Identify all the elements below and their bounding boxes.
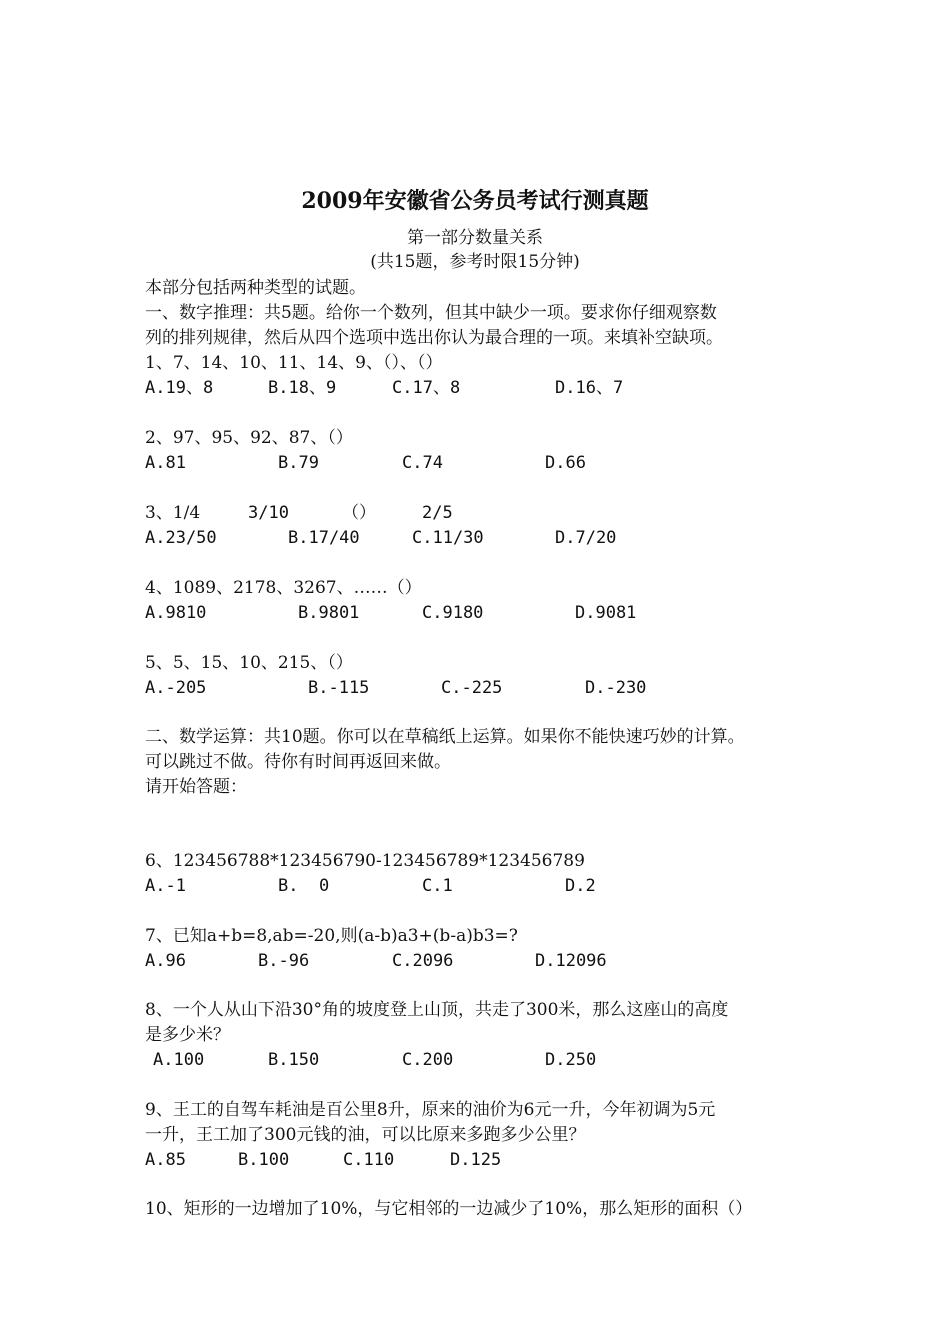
q2-option-d: D.66 xyxy=(545,453,586,473)
q1-option-b: B.18、9 xyxy=(268,378,337,398)
question-7: 7、已知a+b=8,ab=-20,则(a-b)a3+(b-a)b3=? xyxy=(145,926,518,946)
section2-start-prompt: 请开始答题： xyxy=(145,777,247,797)
question-8-line1: 8、一个人从山下沿30°角的坡度登上山顶，共走了300米，那么这座山的高度 xyxy=(145,1000,729,1020)
q1-option-c: C.17、8 xyxy=(392,378,461,398)
q6-option-b: B. 0 xyxy=(278,876,330,896)
section2-instructions-line1: 二、数学运算：共10题。你可以在草稿纸上运算。如果你不能快速巧妙的计算。 xyxy=(145,727,745,747)
question-9-line1: 9、王工的自驾车耗油是百公里8升，原来的油价为6元一升，今年初调为5元 xyxy=(145,1100,716,1120)
q7-option-d: D.12096 xyxy=(535,951,607,971)
q3-option-a: A.23/50 xyxy=(145,528,217,548)
intro-text: 本部分包括两种类型的试题。 xyxy=(145,278,366,298)
q9-option-b: B.100 xyxy=(238,1150,290,1170)
q6-option-a: A.-1 xyxy=(145,876,186,896)
q6-option-d: D.2 xyxy=(565,876,596,896)
q4-option-a: A.9810 xyxy=(145,603,207,623)
question-8-line2: 是多少米？ xyxy=(145,1025,230,1045)
part-heading: 第一部分数量关系 xyxy=(407,228,543,248)
q8-option-d: D.250 xyxy=(545,1050,597,1070)
q5-option-d: D.-230 xyxy=(585,678,647,698)
section2-instructions-line2: 可以跳过不做。待你有时间再返回来做。 xyxy=(145,752,451,772)
q5-option-a: A.-205 xyxy=(145,678,207,698)
q4-option-d: D.9081 xyxy=(575,603,637,623)
section1-instructions-line1: 一、数字推理：共5题。给你一个数列，但其中缺少一项。要求你仔细观察数 xyxy=(145,303,717,323)
q7-option-c: C.2096 xyxy=(392,951,454,971)
q6-option-c: C.1 xyxy=(422,876,453,896)
question-3-part4: 2/5 xyxy=(422,503,453,523)
q5-option-b: B.-115 xyxy=(308,678,370,698)
question-3-part1: 3、1/4 xyxy=(145,503,201,523)
q9-option-d: D.125 xyxy=(450,1150,502,1170)
question-4: 4、1089、2178、3267、……（） xyxy=(145,578,422,598)
question-9-line2: 一升，王工加了300元钱的油，可以比原来多跑多少公里？ xyxy=(145,1125,586,1145)
q2-option-c: C.74 xyxy=(402,453,443,473)
question-10: 10、矩形的一边增加了10%，与它相邻的一边减少了10%，那么矩形的面积（） xyxy=(145,1199,753,1219)
q5-option-c: C.-225 xyxy=(441,678,503,698)
part-note: (共15题，参考时限15分钟) xyxy=(370,252,580,272)
q3-option-b: B.17/40 xyxy=(288,528,360,548)
q8-option-b: B.150 xyxy=(268,1050,320,1070)
question-2: 2、97、95、92、87、（） xyxy=(145,428,353,448)
question-1: 1、7、14、10、11、14、9、（）、（） xyxy=(145,353,443,373)
q4-option-b: B.9801 xyxy=(298,603,360,623)
question-3-blank: （） xyxy=(342,503,376,523)
q7-option-a: A.96 xyxy=(145,951,186,971)
q1-option-a: A.19、8 xyxy=(145,378,214,398)
q7-option-b: B.-96 xyxy=(258,951,310,971)
q8-option-a: A.100 xyxy=(153,1050,205,1070)
q3-option-d: D.7/20 xyxy=(555,528,617,548)
question-6: 6、123456788*123456790-123456789*123456789 xyxy=(145,851,585,871)
q4-option-c: C.9180 xyxy=(422,603,484,623)
question-3-part2: 3/10 xyxy=(248,503,289,523)
q2-option-b: B.79 xyxy=(278,453,319,473)
q1-option-d: D.16、7 xyxy=(555,378,624,398)
section1-instructions-line2: 列的排列规律，然后从四个选项中选出你认为最合理的一项。来填补空缺项。 xyxy=(145,328,723,348)
q8-option-c: C.200 xyxy=(402,1050,454,1070)
q9-option-c: C.110 xyxy=(343,1150,395,1170)
document-title: 2009年安徽省公务员考试行测真题 xyxy=(301,188,649,214)
q2-option-a: A.81 xyxy=(145,453,186,473)
q3-option-c: C.11/30 xyxy=(412,528,484,548)
question-5: 5、5、15、10、215、（） xyxy=(145,653,353,673)
q9-option-a: A.85 xyxy=(145,1150,186,1170)
